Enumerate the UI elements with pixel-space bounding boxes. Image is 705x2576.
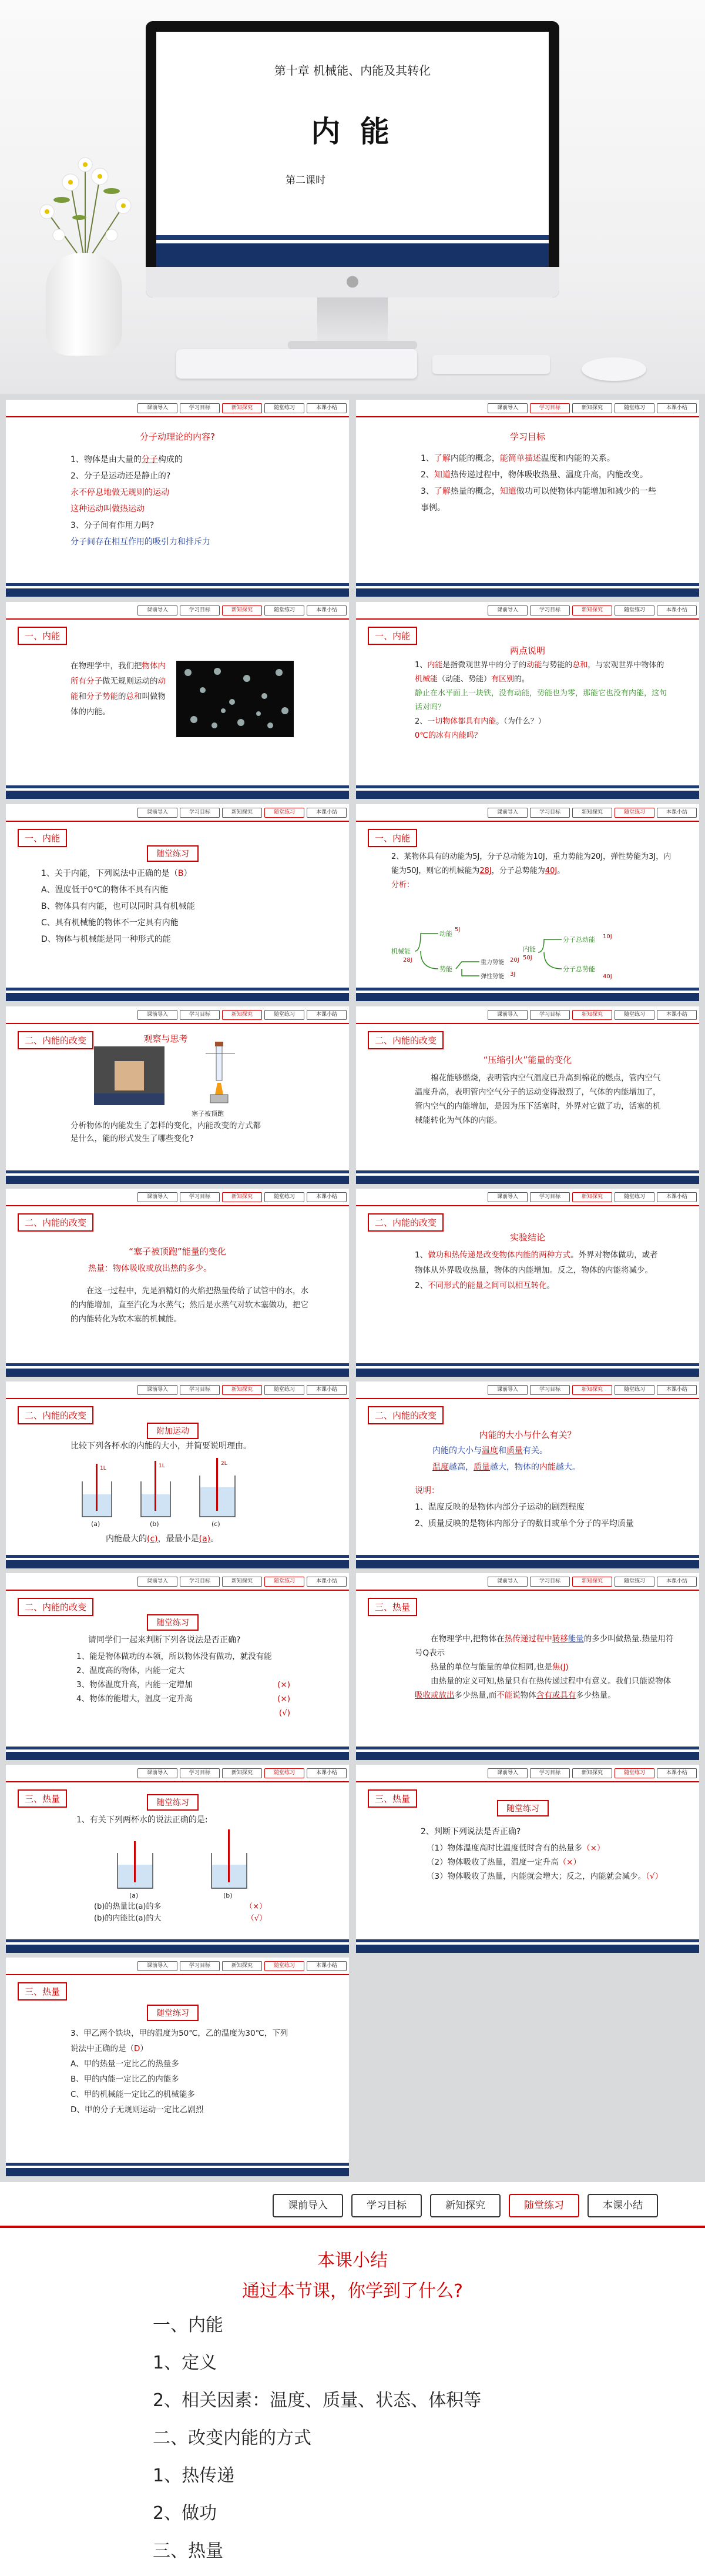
slide-body: 1、关于内能，下列说法中正确的是（B） A、温度低于0℃的物体不具有内能 B、物体具有内能，也可以同时具有机械能 C、具有机械能的物体不一定具有内能 D、物体与机械能是同一种形式的能 — [41, 869, 195, 944]
nav-button[interactable]: 课前导入 — [137, 1961, 177, 1971]
nav-button[interactable]: 本课小结 — [657, 1192, 697, 1202]
svg-text:势能: 势能 — [439, 965, 452, 973]
slide-body: 在这一过程中，先是酒精灯的火焰把热量传给了试管中的水，水的内能增加，直至汽化为水蒸气；然后是水蒸气对软木塞做功，把它的内能转化为软木塞的机械能。 — [70, 1286, 308, 1324]
nav-button[interactable]: 本课小结 — [307, 808, 347, 818]
nav-button[interactable]: 学习目标 — [180, 1385, 220, 1395]
slide-title: “压缩引火”能量的变化 — [483, 1055, 572, 1065]
svg-text:分子总势能: 分子总势能 — [563, 965, 595, 973]
summary-item: 1、定义 — [153, 2353, 217, 2373]
slide-two-notes — [356, 602, 699, 799]
nav-button[interactable]: 课前导入 — [137, 1768, 177, 1778]
nav-button[interactable]: 随堂练习 — [615, 1768, 654, 1778]
section-label: 二、内能的改变 — [18, 1406, 93, 1424]
test-tube-image — [194, 1042, 247, 1106]
nav-button[interactable]: 新知探究 — [222, 1192, 262, 1202]
nav-button[interactable]: 本课小结 — [307, 1385, 347, 1395]
section-label: 二、内能的改变 — [18, 1598, 93, 1616]
slide-body: 2、某物体具有的动能为5J，分子总动能为10J，重力势能为20J，弹性势能为3J，内能为50J，则它的机械能为28J，分子总势能为40J。 分析： — [391, 852, 672, 889]
summary-item: 二、改变内能的方式 — [153, 2428, 311, 2448]
nav-button[interactable]: 新知探究 — [572, 1768, 612, 1778]
nav-button[interactable]: 新知探究 — [572, 1010, 612, 1020]
nav-button[interactable]: 随堂练习 — [615, 605, 654, 615]
slide-body: 内能的大小与温度和质量有关。 温度越高，质量越大，物体的内能越大。 — [432, 1446, 580, 1472]
section-label: 一、内能 — [368, 627, 417, 645]
nav-button[interactable]: 本课小结 — [307, 1010, 347, 1020]
nav-button[interactable]: 新知探究 — [572, 1577, 612, 1587]
nav-button[interactable]: 课前导入 — [488, 403, 528, 413]
lesson-number: 第二课时 — [286, 175, 325, 186]
slide-title: 学习目标 — [509, 431, 545, 442]
nav-summary-button[interactable]: 本课小结 — [307, 403, 347, 413]
svg-text:重力势能: 重力势能 — [481, 959, 504, 966]
svg-text:内能: 内能 — [523, 945, 536, 953]
question: 比较下列各杯水的内能的大小，并简要说明理由。 — [70, 1441, 251, 1451]
nav-button[interactable]: 随堂练习 — [264, 1192, 304, 1202]
nav-button[interactable]: 随堂练习 — [264, 605, 304, 615]
practice-tag: 随堂练习 — [147, 845, 199, 862]
nav-button[interactable]: 新知探究 — [222, 1961, 262, 1971]
nav-button[interactable]: 本课小结 — [657, 1010, 697, 1020]
nav-button[interactable]: 新知探究 — [222, 605, 262, 615]
mouse — [582, 357, 646, 381]
svg-text:(b): (b) — [223, 1892, 233, 1899]
question: 请同学们一起来判断下列各说法是否正确? — [88, 1635, 241, 1645]
nav-button[interactable]: 学习目标 — [530, 1577, 570, 1587]
nav-button[interactable]: 课前导入 — [488, 1010, 528, 1020]
slide-review — [6, 400, 349, 597]
practice-tag: 随堂练习 — [147, 1614, 199, 1631]
nav-button[interactable]: 课前导入 — [137, 1192, 177, 1202]
nav-button[interactable]: 本课小结 — [657, 403, 697, 413]
svg-text:分子总动能: 分子总动能 — [563, 936, 595, 944]
statements: 1、能是物体做功的本领，所以物体没有做功，就没有能 2、温度高的物体，内能一定大 (×) 3、物体温度升高，内能一定增加 (×) 4、物体的能增大，温度一定升高 (√) — [76, 1652, 290, 1718]
slide-title: 两点说明 — [509, 645, 545, 656]
nav-button[interactable]: 学习目标 — [530, 1192, 570, 1202]
nav-summary-button[interactable]: 本课小结 — [588, 2194, 658, 2217]
section-label: 一、内能 — [18, 627, 67, 645]
molecule-image — [176, 661, 294, 737]
chapter-title: 第十章 机械能、内能及其转化 — [274, 63, 431, 78]
nav-button[interactable]: 课前导入 — [488, 1385, 528, 1395]
nav-goals-button[interactable]: 学习目标 — [351, 2194, 422, 2217]
nav-button[interactable]: 随堂练习 — [615, 1385, 654, 1395]
nav-button[interactable]: 课前导入 — [137, 1577, 177, 1587]
nav-button[interactable]: 新知探究 — [222, 1768, 262, 1778]
section-label: 三、热量 — [18, 1982, 67, 2000]
slide-body: 3、甲乙两个铁块，甲的温度为50℃，乙的温度为30℃，下列说法中正确的是（D） A、甲的热量一定比乙的热量多 B、甲的内能一定比乙的内能多 C、甲的机械能一定比乙的机械能多 D、甲的分子无规则运动一定比乙剧烈 — [70, 2029, 288, 2115]
slide-nav — [137, 403, 347, 413]
slide-body: 分析物体的内能发生了怎样的变化，内能改变的方式都是什么，能的形式发生了哪些变化? — [70, 1121, 261, 1143]
summary-list — [153, 2307, 481, 2570]
practice-tag: 随堂练习 — [147, 2005, 199, 2021]
nav-goals-button[interactable]: 学习目标 — [180, 403, 220, 413]
practice-tag: 随堂练习 — [147, 1794, 199, 1811]
statements: (b)的热量比(a)的多 （×） (b)的内能比(a)的大 （√） — [94, 1902, 267, 1923]
nav-intro-button[interactable]: 课前导入 — [273, 2194, 343, 2217]
nav-button[interactable]: 本课小结 — [657, 1385, 697, 1395]
slide-title: “塞子被顶跑”能量的变化 — [129, 1246, 226, 1257]
slide-body: 1、物体是由大量的分子构成的 2、分子是运动还是静止的? 永不停息地做无规则的运动 这种运动叫做热运动 3、分子间有作用力吗? 分子间存在相互作用的吸引力和排斥力 — [70, 455, 210, 547]
slide-factors — [356, 1381, 699, 1568]
section-label: 二、内能的改变 — [18, 1031, 93, 1049]
svg-text:5J: 5J — [455, 926, 461, 933]
nav-button[interactable]: 随堂练习 — [615, 1577, 654, 1587]
section-label: 一、内能 — [18, 829, 67, 847]
nav-button[interactable]: 本课小结 — [307, 1961, 347, 1971]
slide-observe — [6, 1006, 349, 1184]
heat-definition: 热量：物体吸收或放出热的多少。 — [88, 1264, 212, 1273]
nav-button[interactable]: 随堂练习 — [615, 1192, 654, 1202]
nav-button[interactable]: 随堂练习 — [615, 1010, 654, 1020]
svg-text:10J: 10J — [603, 934, 612, 940]
explanation: 说明： 1、温度反映的是物体内部分子运动的剧烈程度 2、质量反映的是物体内部分子的数目或单个分子的平均质量 — [415, 1486, 634, 1528]
nav-button[interactable]: 课前导入 — [137, 1385, 177, 1395]
nav-button[interactable]: 新知探究 — [572, 605, 612, 615]
slide-body: 棉花能够燃烧，表明管内空气温度已升高到棉花的燃点，管内空气温度升高，表明管内空气分子的运动变得激烈了，气体的内能增加了，管内空气的内能增加，是因为压下活塞时，外界对它做了功，活塞的机械能转化为气体的内能。 — [415, 1073, 661, 1125]
nav-button[interactable]: 学习目标 — [530, 403, 570, 413]
statements: （1）物体温度高时比温度低时含有的热量多（×） （2）物体吸收了热量，温度一定升高（×） （3）物体吸收了热量，内能就会增大；反之，内能就会减少。（√） — [427, 1844, 663, 1881]
keyboard — [176, 349, 417, 379]
nav-button[interactable]: 随堂练习 — [264, 1961, 304, 1971]
nav-button[interactable]: 新知探究 — [572, 1385, 612, 1395]
nav-button[interactable]: 课前导入 — [137, 605, 177, 615]
slide-summary — [0, 2182, 705, 2576]
svg-text:28J: 28J — [403, 957, 412, 964]
summary-subtitle: 通过本节课，你学到了什么? — [242, 2281, 463, 2301]
slide-heat-practice-2 — [356, 1765, 699, 1953]
nav-explore-button[interactable]: 新知探究 — [430, 2194, 501, 2217]
slide-title: 分子动理论的内容? — [140, 431, 215, 442]
nav-button[interactable]: 随堂练习 — [615, 808, 654, 818]
nav-button[interactable]: 新知探究 — [572, 403, 612, 413]
nav-button[interactable]: 课前导入 — [488, 808, 528, 818]
two-beakers-diagram — [106, 1829, 282, 1900]
section-label: 三、热量 — [18, 1789, 67, 1808]
nav-button[interactable]: 本课小结 — [657, 605, 697, 615]
nav-button[interactable]: 学习目标 — [530, 605, 570, 615]
slide-internal-energy — [6, 602, 349, 799]
nav-button[interactable]: 新知探究 — [222, 1010, 262, 1020]
nav-button[interactable]: 本课小结 — [657, 1768, 697, 1778]
nav-button[interactable]: 学习目标 — [180, 1192, 220, 1202]
answer-line: 内能最大的(c)，最最小是(a)。 — [106, 1534, 219, 1544]
nav-button[interactable]: 随堂练习 — [264, 1010, 304, 1020]
section-label: 一、内能 — [368, 829, 417, 847]
slide-extra — [6, 1381, 349, 1568]
summary-item: 1、热传递 — [153, 2465, 235, 2486]
nav-button[interactable]: 新知探究 — [572, 808, 612, 818]
svg-text:40J: 40J — [603, 973, 612, 980]
question: 2、判断下列说法是否正确? — [421, 1827, 521, 1836]
nav-button[interactable]: 学习目标 — [530, 808, 570, 818]
nav-button[interactable]: 课前导入 — [488, 1577, 528, 1587]
extra-tag: 附加运动 — [147, 1423, 199, 1439]
slide-conclusion — [356, 1189, 699, 1377]
summary-item: 三、热量 — [153, 2541, 223, 2561]
nav-button[interactable]: 学习目标 — [180, 1768, 220, 1778]
svg-text:1L: 1L — [159, 1463, 165, 1469]
slide-title: 内能的大小与什么有关？ — [479, 1430, 576, 1440]
svg-text:2L: 2L — [221, 1461, 227, 1467]
slide-body: 1、做功和热传递是改变物体内能的两种方式。外界对物体做功，或者物体从外界吸收热量，物体的内能增加。反之，物体的内能将减少。 2、不同形式的能量之间可以相互转化。 — [415, 1250, 658, 1290]
nav-button[interactable]: 新知探究 — [572, 1192, 612, 1202]
svg-text:弹性势能: 弹性势能 — [481, 973, 504, 980]
slide-goals — [356, 400, 699, 597]
nav-practice-button[interactable]: 随堂练习 — [509, 2194, 579, 2217]
section-label: 三、热量 — [368, 1789, 417, 1808]
trackpad — [432, 355, 550, 374]
svg-text:(c): (c) — [212, 1520, 220, 1528]
nav-button[interactable]: 随堂练习 — [264, 1577, 304, 1587]
svg-text:1L: 1L — [100, 1466, 106, 1471]
nav-button[interactable]: 课前导入 — [137, 808, 177, 818]
nav-button[interactable]: 随堂练习 — [615, 403, 654, 413]
nav-button[interactable]: 本课小结 — [307, 1577, 347, 1587]
nav-button[interactable]: 本课小结 — [307, 605, 347, 615]
nav-button[interactable]: 课前导入 — [137, 1010, 177, 1020]
summary-item: 一、内能 — [153, 2315, 223, 2336]
nav-button[interactable]: 随堂练习 — [264, 1385, 304, 1395]
summary-item: 2、做功 — [153, 2503, 217, 2524]
slide-stopper — [6, 1189, 349, 1377]
svg-text:20J: 20J — [510, 957, 519, 964]
slide-compress — [356, 1006, 699, 1184]
slide-heat — [356, 1573, 699, 1760]
nav-button[interactable]: 随堂练习 — [264, 1768, 304, 1778]
nav-button[interactable]: 本课小结 — [657, 1577, 697, 1587]
monitor — [146, 21, 559, 297]
question: 1、有关下列两杯水的说法正确的是: — [76, 1815, 208, 1825]
nav-practice-button[interactable]: 随堂练习 — [264, 403, 304, 413]
monitor-stand — [317, 297, 388, 343]
nav-explore-button[interactable]: 新知探究 — [222, 403, 262, 413]
section-label: 二、内能的改变 — [368, 1031, 444, 1049]
section-label: 二、内能的改变 — [368, 1213, 444, 1232]
nav-button[interactable]: 随堂练习 — [264, 808, 304, 818]
nav-button[interactable]: 新知探究 — [222, 1577, 262, 1587]
summary-item: 2、相关因素：温度、质量、状态、体积等 — [153, 2390, 482, 2411]
nav-button[interactable]: 课前导入 — [488, 1192, 528, 1202]
slide-title: 实验结论 — [509, 1232, 545, 1243]
svg-text:机械能: 机械能 — [391, 948, 411, 955]
svg-text:3J: 3J — [510, 971, 516, 978]
beakers-diagram — [76, 1458, 253, 1528]
section-label: 二、内能的改变 — [368, 1406, 444, 1424]
slide-title: 观察与思考 — [143, 1033, 188, 1044]
nav-button[interactable]: 课前导入 — [488, 1768, 528, 1778]
cover-screen — [156, 32, 549, 267]
nav-button[interactable]: 学习目标 — [180, 1010, 220, 1020]
slide-body: 1、内能是指微观世界中的分子的动能与势能的总和，与宏观世界中物体的机械能（动能、势能）有区别的。 静止在水平面上一块铁，没有动能，势能也为零，那能它也没有内能，这句话对吗？ 2、一切物体都具有内能。（为什么？） 0℃的冰有内能吗？ — [415, 661, 667, 740]
hero-cover — [0, 0, 705, 394]
energy-diagram — [391, 922, 662, 981]
slide-heat-practice-1 — [6, 1765, 349, 1953]
section-label: 二、内能的改变 — [18, 1213, 93, 1232]
nav-button[interactable]: 学习目标 — [530, 1010, 570, 1020]
nav-button[interactable]: 本课小结 — [307, 1192, 347, 1202]
nav-button[interactable]: 学习目标 — [180, 1577, 220, 1587]
section-label: 三、热量 — [368, 1598, 417, 1616]
slide-judge — [6, 1573, 349, 1760]
rubbing-hands-image — [94, 1046, 164, 1105]
summary-nav — [273, 2194, 658, 2217]
nav-button[interactable]: 学习目标 — [180, 1961, 220, 1971]
nav-intro-button[interactable]: 课前导入 — [137, 403, 177, 413]
nav-button[interactable]: 学习目标 — [530, 1385, 570, 1395]
nav-button[interactable]: 学习目标 — [180, 808, 220, 818]
apple-logo-icon: ● — [345, 272, 360, 290]
nav-button[interactable]: 新知探究 — [222, 1385, 262, 1395]
slide-body: 在物理学中，我们把物体内所有分子做无规则运动的动能和分子势能的总和叫做物体的内能。 — [70, 661, 166, 717]
slide-practice-2 — [356, 804, 699, 1001]
nav-button[interactable]: 学习目标 — [530, 1768, 570, 1778]
svg-text:50J: 50J — [523, 955, 532, 961]
svg-text:(b): (b) — [150, 1520, 159, 1528]
svg-text:(a): (a) — [129, 1892, 139, 1899]
svg-text:动能: 动能 — [439, 930, 452, 938]
slide-practice-1 — [6, 804, 349, 1001]
flower-decoration — [24, 147, 147, 265]
nav-button[interactable]: 课前导入 — [488, 605, 528, 615]
vase — [46, 253, 122, 356]
nav-button[interactable]: 新知探究 — [222, 808, 262, 818]
practice-tag: 随堂练习 — [497, 1800, 549, 1816]
image-caption: 塞子被顶跑 — [192, 1110, 224, 1118]
nav-button[interactable]: 本课小结 — [657, 808, 697, 818]
slide-body: 在物理学中,把物体在热传递过程中转移能量的多少叫做热量.热量用符号Q表示 热量的单位与能量的单位相同,也是焦(J) 由热量的定义可知,热量只有在热传递过程中有意义。我们只能说物体吸收或放出多少热量,而不能说物体含有或具有多少热量。 — [415, 1634, 674, 1700]
lesson-title: 内 能 — [311, 115, 394, 149]
summary-title: 本课小结 — [317, 2250, 388, 2271]
nav-button[interactable]: 本课小结 — [307, 1768, 347, 1778]
svg-text:(a): (a) — [91, 1520, 100, 1528]
slide-body: 1、了解内能的概念，能简单描述温度和内能的关系。 2、知道热传递过程中，物体吸收热量、温度升高，内能改变。 3、了解热量的概念，知道做功可以使物体内能增加和减少的一些事例。 — [421, 454, 656, 513]
nav-button[interactable]: 学习目标 — [180, 605, 220, 615]
slide-heat-practice-3 — [6, 1958, 349, 2176]
